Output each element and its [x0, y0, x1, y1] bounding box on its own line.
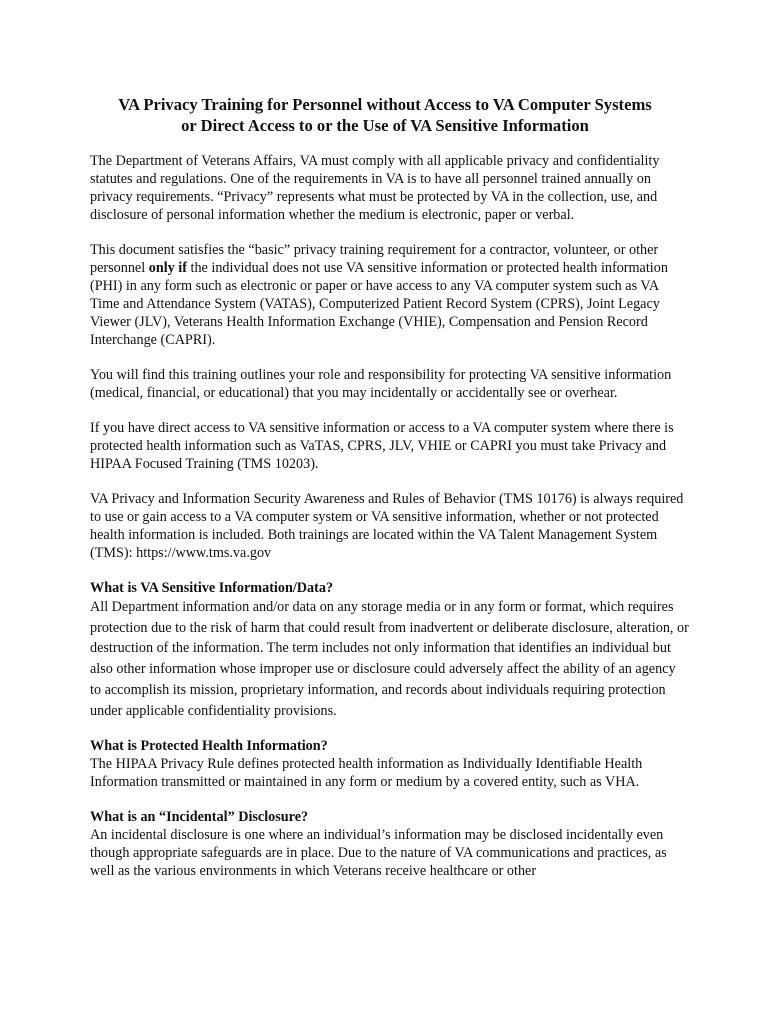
intro-paragraph: The Department of Veterans Affairs, VA must comply with all applicable privacy and confidentiality statutes and regulations. One of the requirements in VA is to have all personnel trained annually on privacy requirements. “Privacy” represents what must be protected by VA in the collection, use, and disclosure of personal information whether the medium is electronic, paper or verbal. — [90, 153, 660, 223]
document-body — [90, 152, 690, 897]
incidental-paragraph: An incidental disclosure is one where an individual’s information may be disclosed incidentally even though appropriate safeguards are in place. Due to the nature of VA communications and practices, as well as the various environments in which Veterans receive healthcare or other — [90, 827, 667, 880]
heading-incidental: What is an “Incidental” Disclosure? — [90, 809, 309, 826]
scope-text-before: This document satisfies the “basic” privacy training requirement for a contractor, volunteer, or other personnel — [90, 242, 659, 276]
scope-emphasis: only if — [148, 260, 187, 276]
title-line-2: or Direct Access to or the Use of VA Sensitive Information — [181, 115, 589, 135]
section-incidental — [90, 808, 690, 880]
role-paragraph: You will find this training outlines your role and responsibility for protecting VA sensitive information (medical, financial, or educational) that you may incidentally or accidentally see or overhear. — [90, 367, 672, 401]
phi-paragraph: The HIPAA Privacy Rule defines protected health information as Individually Identifiable Health Information transmitted or maintained in any form or medium by a covered entity, such as VHA. — [90, 756, 643, 791]
heading-sensitive-info: What is VA Sensitive Information/Data? — [90, 580, 334, 596]
section-sensitive-info — [90, 579, 690, 721]
sensitive-info-paragraph: All Department information and/or data on any storage media or in any form or format, which requires protection due to the risk of harm that could result from inadvertent or deliberate disclosure, alteration, or destruction of the information. The term includes not only information that identifies an individual but also other information whose improper use or disclosure could adversely affect the ability of an agency to accomplish its mission, proprietary information, and records about individuals requiring protection under applicable confidentiality provisions. — [90, 599, 689, 719]
tms-paragraph: VA Privacy and Information Security Awareness and Rules of Behavior (TMS 10176) is always required to use or gain access to a VA computer system or VA sensitive information, whether or not protected health information is included. Both trainings are located within the VA Talent Management System (TMS): https://www.tms.va.gov — [90, 491, 684, 561]
scope-paragraph — [90, 241, 690, 349]
document-title — [60, 95, 710, 136]
heading-phi: What is Protected Health Information? — [90, 738, 328, 755]
direct-access-paragraph: If you have direct access to VA sensitive information or access to a VA computer system where there is protected health information such as VaTAS, CPRS, JLV, VHIE or CAPRI you must take Privacy and HIPAA Focused Training (TMS 10203). — [90, 420, 674, 472]
section-phi — [90, 737, 690, 791]
title-line-1: VA Privacy Training for Personnel without Access to VA Computer Systems — [118, 95, 652, 114]
scope-text-after: the individual does not use VA sensitive information or protected health information (PHI) in any form such as electronic or paper or have access to any VA computer system such as VA Time and Attendance System (VATAS), Computerized Patient Record System (CPRS), Joint Legacy Viewer (JLV), Veterans Health Information Exchange (VHIE), Compensation and Pension Record Interchange (CAPRI). — [90, 260, 668, 348]
